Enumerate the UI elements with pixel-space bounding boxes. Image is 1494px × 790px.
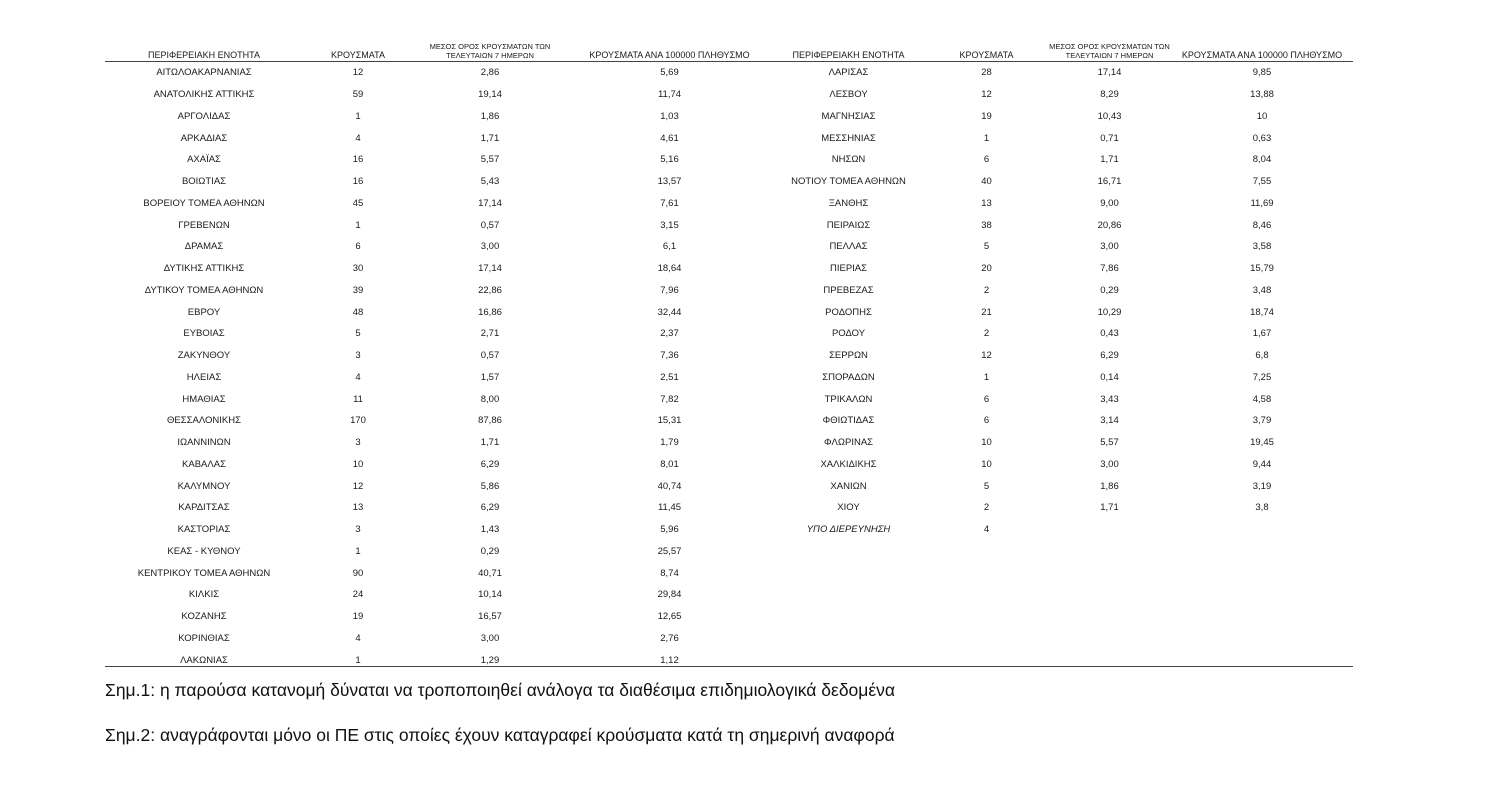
avg7-cell: 16,57 <box>478 611 502 623</box>
avg7-cell: 8,00 <box>480 393 500 405</box>
header-cases: ΚΡΟΥΣΜΑΤΑ <box>925 36 1048 62</box>
region-cell: ΤΡΙΚΑΛΩΝ <box>824 393 873 405</box>
table-row <box>105 214 772 236</box>
cases-cell: 6 <box>355 241 361 253</box>
avg7-cell: 7,86 <box>1100 263 1119 275</box>
per100k-cell: 18,74 <box>1250 306 1274 318</box>
avg7-cell: 3,43 <box>1100 393 1119 405</box>
per100k-cell: 7,96 <box>660 284 679 296</box>
avg7-cell: 1,71 <box>1100 154 1119 166</box>
per100k-cell: 3,8 <box>1255 502 1269 514</box>
per100k-cell: 2,76 <box>660 632 679 644</box>
table-row <box>772 454 1353 476</box>
table-row <box>772 62 1353 84</box>
avg7-cell: 10,14 <box>478 589 502 601</box>
region-cell: ΧΙΟΥ <box>837 502 860 514</box>
cases-cell: 21 <box>981 306 992 318</box>
region-cell: ΚΟΡΙΝΘΙΑΣ <box>178 632 230 644</box>
avg7-cell: 0,57 <box>480 219 500 231</box>
cases-cell: 24 <box>352 589 364 601</box>
cases-cell: 45 <box>352 197 364 209</box>
per100k-cell: 9,44 <box>1252 458 1272 470</box>
avg7-cell: 16,86 <box>478 306 502 318</box>
per100k-cell: 5,16 <box>660 154 679 166</box>
per100k-cell: 25,57 <box>657 545 682 557</box>
per100k-cell: 29,84 <box>657 589 682 601</box>
region-cell: ΚΑΡΔΙΤΣΑΣ <box>178 502 230 514</box>
per100k-cell: 2,37 <box>660 328 679 340</box>
per100k-cell: 8,01 <box>660 458 679 470</box>
table-row <box>105 475 772 497</box>
avg7-cell: 3,00 <box>1100 241 1119 253</box>
per100k-cell: 0,63 <box>1252 132 1272 144</box>
table-row <box>105 258 772 280</box>
table-row <box>772 127 1353 149</box>
per100k-cell: 18,64 <box>657 263 682 275</box>
table-body-right <box>772 62 1353 541</box>
cases-cell: 16 <box>352 176 364 188</box>
per100k-cell: 1,03 <box>660 110 679 122</box>
region-cell: ΓΡΕΒΕΝΩΝ <box>178 219 230 231</box>
table-row <box>105 301 772 323</box>
cases-cell: 1 <box>355 110 361 122</box>
cases-cell: 48 <box>352 306 364 318</box>
cases-cell: 39 <box>352 284 364 296</box>
cases-cell: 2 <box>983 284 990 296</box>
region-cell: ΑΝΑΤΟΛΙΚΗΣ ΑΤΤΙΚΗΣ <box>153 89 255 101</box>
per100k-cell: 7,61 <box>660 197 679 209</box>
note-1: Σημ.1: η παρούσα κατανομή δύναται να τροποποιηθεί ανάλογα τα διαθέσιμα επιδημιολογικά δεδομένα <box>105 680 896 700</box>
region-cell: ΜΑΓΝΗΣΙΑΣ <box>821 110 876 122</box>
region-cell: ΜΕΣΣΗΝΙΑΣ <box>821 132 876 144</box>
table-row <box>105 193 772 215</box>
avg7-cell: 10,43 <box>1097 110 1122 122</box>
cases-cell: 6 <box>983 415 990 427</box>
region-cell: ΚΟΖΑΝΗΣ <box>181 611 227 623</box>
avg7-cell: 0,29 <box>480 545 500 557</box>
avg7-cell: 10,29 <box>1097 306 1122 318</box>
cases-cell: 90 <box>352 567 364 579</box>
table-row <box>772 280 1353 302</box>
cases-cell: 12 <box>981 89 992 101</box>
cases-cell: 13 <box>981 197 992 209</box>
region-cell: ΑΡΓΟΛΙΔΑΣ <box>177 110 231 122</box>
region-cell: ΚΑΒΑΛΑΣ <box>182 458 226 470</box>
region-cell: ΛΕΣΒΟΥ <box>829 89 868 101</box>
avg7-cell: 40,71 <box>478 567 502 579</box>
table-row <box>772 475 1353 497</box>
table-row <box>772 432 1353 454</box>
cases-cell: 19 <box>352 611 364 623</box>
table-row <box>772 323 1353 345</box>
table-row <box>772 388 1353 410</box>
table-row <box>105 410 772 432</box>
cases-cell: 38 <box>981 219 992 231</box>
region-cell: ΚΕΑΣ - ΚΥΘΝΟΥ <box>167 545 241 557</box>
avg7-cell: 1,86 <box>1100 480 1119 492</box>
table-bottom-rule <box>105 666 1353 667</box>
table-row <box>772 106 1353 128</box>
region-cell: ΧΑΝΙΩΝ <box>830 480 867 492</box>
per100k-cell: 15,31 <box>657 415 682 427</box>
per100k-cell: 5,96 <box>660 524 679 536</box>
table-row <box>105 606 772 628</box>
avg7-cell: 87,86 <box>478 415 502 427</box>
region-cell: ΡΟΔΟΥ <box>831 328 866 340</box>
cases-cell: 6 <box>983 154 990 166</box>
cases-cell: 10 <box>352 458 364 470</box>
region-cell: ΕΥΒΟΙΑΣ <box>183 328 225 340</box>
cases-cell: 30 <box>352 263 364 275</box>
region-cell: ΒΟΡΕΙΟΥ ΤΟΜΕΑ ΑΘΗΝΩΝ <box>143 197 265 209</box>
per100k-cell: 10 <box>1256 110 1268 122</box>
region-cell: ΕΒΡΟΥ <box>187 306 221 318</box>
avg7-cell: 1,57 <box>480 371 500 383</box>
region-cell: ΛΑΚΩΝΙΑΣ <box>180 654 228 666</box>
per100k-cell: 7,55 <box>1252 176 1272 188</box>
cases-cell: 13 <box>352 502 364 514</box>
cases-cell: 4 <box>355 132 361 144</box>
cases-cell: 12 <box>981 350 992 362</box>
table-row <box>105 367 772 389</box>
region-cell: ΥΠΟ ΔΙΕΡΕΥΝΗΣΗ <box>806 524 891 536</box>
table-row <box>105 171 772 193</box>
header-region: ΠΕΡΙΦΕΡΕΙΑΚΗ ΕΝΟΤΗΤΑ <box>105 36 303 62</box>
cases-cell: 1 <box>355 545 361 557</box>
region-cell: ΒΟΙΩΤΙΑΣ <box>181 176 227 188</box>
avg7-cell: 0,57 <box>480 350 500 362</box>
per100k-cell: 19,45 <box>1250 437 1274 449</box>
region-cell: ΧΑΛΚΙΔΙΚΗΣ <box>820 458 877 470</box>
cases-cell: 5 <box>983 241 990 253</box>
cases-cell: 11 <box>353 393 363 405</box>
per100k-cell: 15,79 <box>1250 263 1274 275</box>
avg7-cell: 6,29 <box>480 502 500 514</box>
region-cell: ΚΙΛΚΙΣ <box>188 589 220 601</box>
avg7-cell: 0,43 <box>1100 328 1119 340</box>
avg7-cell: 17,14 <box>478 263 502 275</box>
avg7-cell: 5,57 <box>480 154 500 166</box>
per100k-cell: 1,79 <box>660 437 679 449</box>
cases-cell: 5 <box>355 328 361 340</box>
avg7-cell: 1,71 <box>480 132 500 144</box>
region-cell: ΚΑΣΤΟΡΙΑΣ <box>177 524 231 536</box>
per100k-cell: 3,19 <box>1252 480 1272 492</box>
cases-cell: 2 <box>983 328 990 340</box>
per100k-cell: 3,79 <box>1252 415 1272 427</box>
region-cell: ΚΑΛΥΜΝΟΥ <box>177 480 231 492</box>
region-cell: ΘΕΣΣΑΛΟΝΙΚΗΣ <box>167 415 241 427</box>
per100k-cell: 1,12 <box>660 654 679 666</box>
region-cell: ΙΩΑΝΝΙΝΩΝ <box>177 437 231 449</box>
avg7-cell: 5,43 <box>480 176 500 188</box>
region-cell: ΞΑΝΘΗΣ <box>828 197 869 209</box>
cases-cell: 2 <box>983 502 990 514</box>
per100k-cell: 2,51 <box>660 371 679 383</box>
cases-cell: 59 <box>352 89 364 101</box>
table-row <box>105 345 772 367</box>
cases-cell: 6 <box>983 393 990 405</box>
per100k-cell: 8,46 <box>1252 219 1272 231</box>
avg7-cell: 5,57 <box>1100 437 1119 449</box>
cases-cell: 1 <box>983 132 990 144</box>
table-row <box>105 280 772 302</box>
avg7-cell: 22,86 <box>478 284 502 296</box>
note-2: Σημ.2: αναγράφονται μόνο οι ΠΕ στις οποίες έχουν καταγραφεί κρούσματα κατά τη σημερινή αναφορά <box>105 725 895 745</box>
per100k-cell: 7,25 <box>1252 371 1272 383</box>
table-row <box>105 628 772 650</box>
header-avg7: ΜΕΣΟΣ ΟΡΟΣ ΚΡΟΥΣΜΑΤΩΝ ΤΩΝ ΤΕΛΕΥΤΑΙΩΝ 7 ΗΜΕΡΩΝ <box>413 36 567 62</box>
per100k-cell: 7,36 <box>660 350 679 362</box>
region-cell: ΑΡΚΑΔΙΑΣ <box>180 132 228 144</box>
table-row <box>772 410 1353 432</box>
cases-cell: 40 <box>981 176 992 188</box>
region-cell: ΗΜΑΘΙΑΣ <box>182 393 226 405</box>
avg7-cell <box>1048 519 1171 541</box>
table-row <box>105 584 772 606</box>
avg7-cell: 3,00 <box>480 241 500 253</box>
avg7-cell: 0,29 <box>1100 284 1119 296</box>
per100k-cell: 1,67 <box>1252 328 1272 340</box>
per100k-cell: 12,65 <box>657 611 682 623</box>
cases-cell: 1 <box>355 219 361 231</box>
header-cases: ΚΡΟΥΣΜΑΤΑ <box>303 36 413 62</box>
table-row <box>772 367 1353 389</box>
table-body-left <box>105 62 772 672</box>
table-row <box>105 432 772 454</box>
table-row <box>105 127 772 149</box>
avg7-cell: 17,14 <box>1097 67 1122 79</box>
avg7-cell: 9,00 <box>1100 197 1119 209</box>
region-cell: ΣΕΡΡΩΝ <box>829 350 868 362</box>
cases-cell: 10 <box>981 437 992 449</box>
per100k-cell: 4,61 <box>660 132 679 144</box>
region-cell: ΔΡΑΜΑΣ <box>184 241 224 253</box>
table-row <box>772 214 1353 236</box>
cases-cell: 5 <box>983 480 990 492</box>
avg7-cell: 1,86 <box>480 110 500 122</box>
per100k-cell: 32,44 <box>657 306 682 318</box>
table-row <box>105 497 772 519</box>
cases-cell: 3 <box>355 437 361 449</box>
table-row <box>772 84 1353 106</box>
avg7-cell: 5,86 <box>480 480 500 492</box>
avg7-cell: 20,86 <box>1097 219 1122 231</box>
per100k-cell: 6,1 <box>662 241 677 253</box>
table-row <box>105 562 772 584</box>
region-cell: ΡΟΔΟΠΗΣ <box>825 306 872 318</box>
avg7-cell: 3,00 <box>1100 458 1119 470</box>
table-row <box>772 345 1353 367</box>
per100k-cell: 11,74 <box>657 89 682 101</box>
per100k-cell: 3,15 <box>660 219 679 231</box>
per100k-cell: 3,48 <box>1252 284 1272 296</box>
avg7-cell: 1,71 <box>1100 502 1119 514</box>
table-row <box>105 519 772 541</box>
table-row <box>772 258 1353 280</box>
region-cell: ΠΙΕΡΙΑΣ <box>829 263 868 275</box>
per100k-cell: 4,58 <box>1252 393 1272 405</box>
cases-cell: 12 <box>352 67 364 79</box>
avg7-cell: 2,86 <box>480 67 500 79</box>
avg7-cell: 19,14 <box>478 89 502 101</box>
table-row <box>772 193 1353 215</box>
cases-cell: 3 <box>355 524 361 536</box>
table-row <box>772 149 1353 171</box>
per100k-cell: 40,74 <box>657 480 682 492</box>
cases-cell: 12 <box>352 480 364 492</box>
region-cell: ΛΑΡΙΣΑΣ <box>828 67 869 79</box>
header-region: ΠΕΡΙΦΕΡΕΙΑΚΗ ΕΝΟΤΗΤΑ <box>772 36 925 62</box>
header-per100k: ΚΡΟΥΣΜΑΤΑ ΑΝΑ 100000 ΠΛΗΘΥΣΜΟ <box>567 36 772 62</box>
cases-table-left <box>105 36 772 671</box>
cases-cell: 4 <box>983 524 990 536</box>
table-header-row <box>772 36 1353 62</box>
table-row <box>772 519 1353 541</box>
per100k-cell: 11,69 <box>1250 197 1274 209</box>
table-row <box>105 388 772 410</box>
avg7-cell: 3,14 <box>1100 415 1119 427</box>
avg7-cell: 16,71 <box>1097 176 1122 188</box>
avg7-cell: 0,71 <box>1100 132 1119 144</box>
region-cell: ΚΕΝΤΡΙΚΟΥ ΤΟΜΕΑ ΑΘΗΝΩΝ <box>137 567 271 579</box>
cases-cell: 16 <box>352 154 364 166</box>
region-cell: ΠΕΙΡΑΙΩΣ <box>826 219 871 231</box>
region-cell: ΑΙΤΩΛΟΑΚΑΡΝΑΝΙΑΣ <box>156 67 252 79</box>
per100k-cell: 9,85 <box>1252 67 1272 79</box>
region-cell: ΠΡΕΒΕΖΑΣ <box>823 284 874 296</box>
cases-cell: 4 <box>355 632 361 644</box>
cases-cell: 1 <box>355 654 361 666</box>
region-cell: ΗΛΕΙΑΣ <box>186 371 222 383</box>
region-cell: ΔΥΤΙΚΗΣ ΑΤΤΙΚΗΣ <box>163 263 245 275</box>
region-cell: ΑΧΑΪΑΣ <box>187 154 221 166</box>
region-cell: ΦΘΙΩΤΙΔΑΣ <box>822 415 875 427</box>
avg7-cell: 3,00 <box>480 632 500 644</box>
table-row <box>772 171 1353 193</box>
per100k-cell: 7,82 <box>660 393 679 405</box>
region-cell: ΝΗΣΩΝ <box>831 154 866 166</box>
per100k-cell: 8,74 <box>660 567 679 579</box>
per100k-cell: 5,69 <box>660 67 679 79</box>
per100k-cell: 13,57 <box>657 176 682 188</box>
table-row <box>772 301 1353 323</box>
region-cell: ΖΑΚΥΝΘΟΥ <box>177 350 231 362</box>
cases-cell: 10 <box>981 458 992 470</box>
region-cell: ΠΕΛΛΑΣ <box>829 241 868 253</box>
table-row <box>105 62 772 84</box>
table-row <box>105 323 772 345</box>
region-cell: ΦΛΩΡΙΝΑΣ <box>823 437 874 449</box>
avg7-cell: 6,29 <box>1100 350 1119 362</box>
avg7-cell: 1,29 <box>480 654 500 666</box>
per100k-cell: 13,88 <box>1250 89 1274 101</box>
cases-table-right <box>772 36 1353 541</box>
table-row <box>105 454 772 476</box>
cases-cell: 20 <box>981 263 992 275</box>
cases-cell: 28 <box>981 67 992 79</box>
avg7-cell: 6,29 <box>480 458 500 470</box>
cases-cell: 170 <box>350 415 366 427</box>
avg7-cell: 0,14 <box>1100 371 1119 383</box>
per100k-cell: 6,8 <box>1255 350 1269 362</box>
table-header-row <box>105 36 772 62</box>
cases-cell: 19 <box>981 110 992 122</box>
region-cell: ΝΟΤΙΟΥ ΤΟΜΕΑ ΑΘΗΝΩΝ <box>791 176 906 188</box>
header-avg7: ΜΕΣΟΣ ΟΡΟΣ ΚΡΟΥΣΜΑΤΩΝ ΤΩΝ ΤΕΛΕΥΤΑΙΩΝ 7 ΗΜΕΡΩΝ <box>1048 36 1171 62</box>
region-cell: ΔΥΤΙΚΟΥ ΤΟΜΕΑ ΑΘΗΝΩΝ <box>144 284 264 296</box>
table-row <box>772 236 1353 258</box>
avg7-cell: 1,43 <box>480 524 500 536</box>
per100k-cell <box>1171 519 1353 541</box>
table-row <box>105 541 772 563</box>
header-per100k: ΚΡΟΥΣΜΑΤΑ ΑΝΑ 100000 ΠΛΗΘΥΣΜΟ <box>1171 36 1353 62</box>
avg7-cell: 17,14 <box>478 197 502 209</box>
avg7-cell: 1,71 <box>480 437 500 449</box>
region-cell: ΣΠΟΡΑΔΩΝ <box>822 371 875 383</box>
table-row <box>105 84 772 106</box>
table-row <box>105 236 772 258</box>
avg7-cell: 2,71 <box>480 328 500 340</box>
per100k-cell: 3,58 <box>1252 241 1272 253</box>
per100k-cell: 11,45 <box>657 502 682 514</box>
avg7-cell: 8,29 <box>1100 89 1119 101</box>
table-row <box>105 106 772 128</box>
table-row <box>105 149 772 171</box>
cases-cell: 3 <box>355 350 361 362</box>
cases-cell: 1 <box>983 371 990 383</box>
cases-cell: 4 <box>355 371 361 383</box>
table-row <box>772 497 1353 519</box>
per100k-cell: 8,04 <box>1252 154 1272 166</box>
